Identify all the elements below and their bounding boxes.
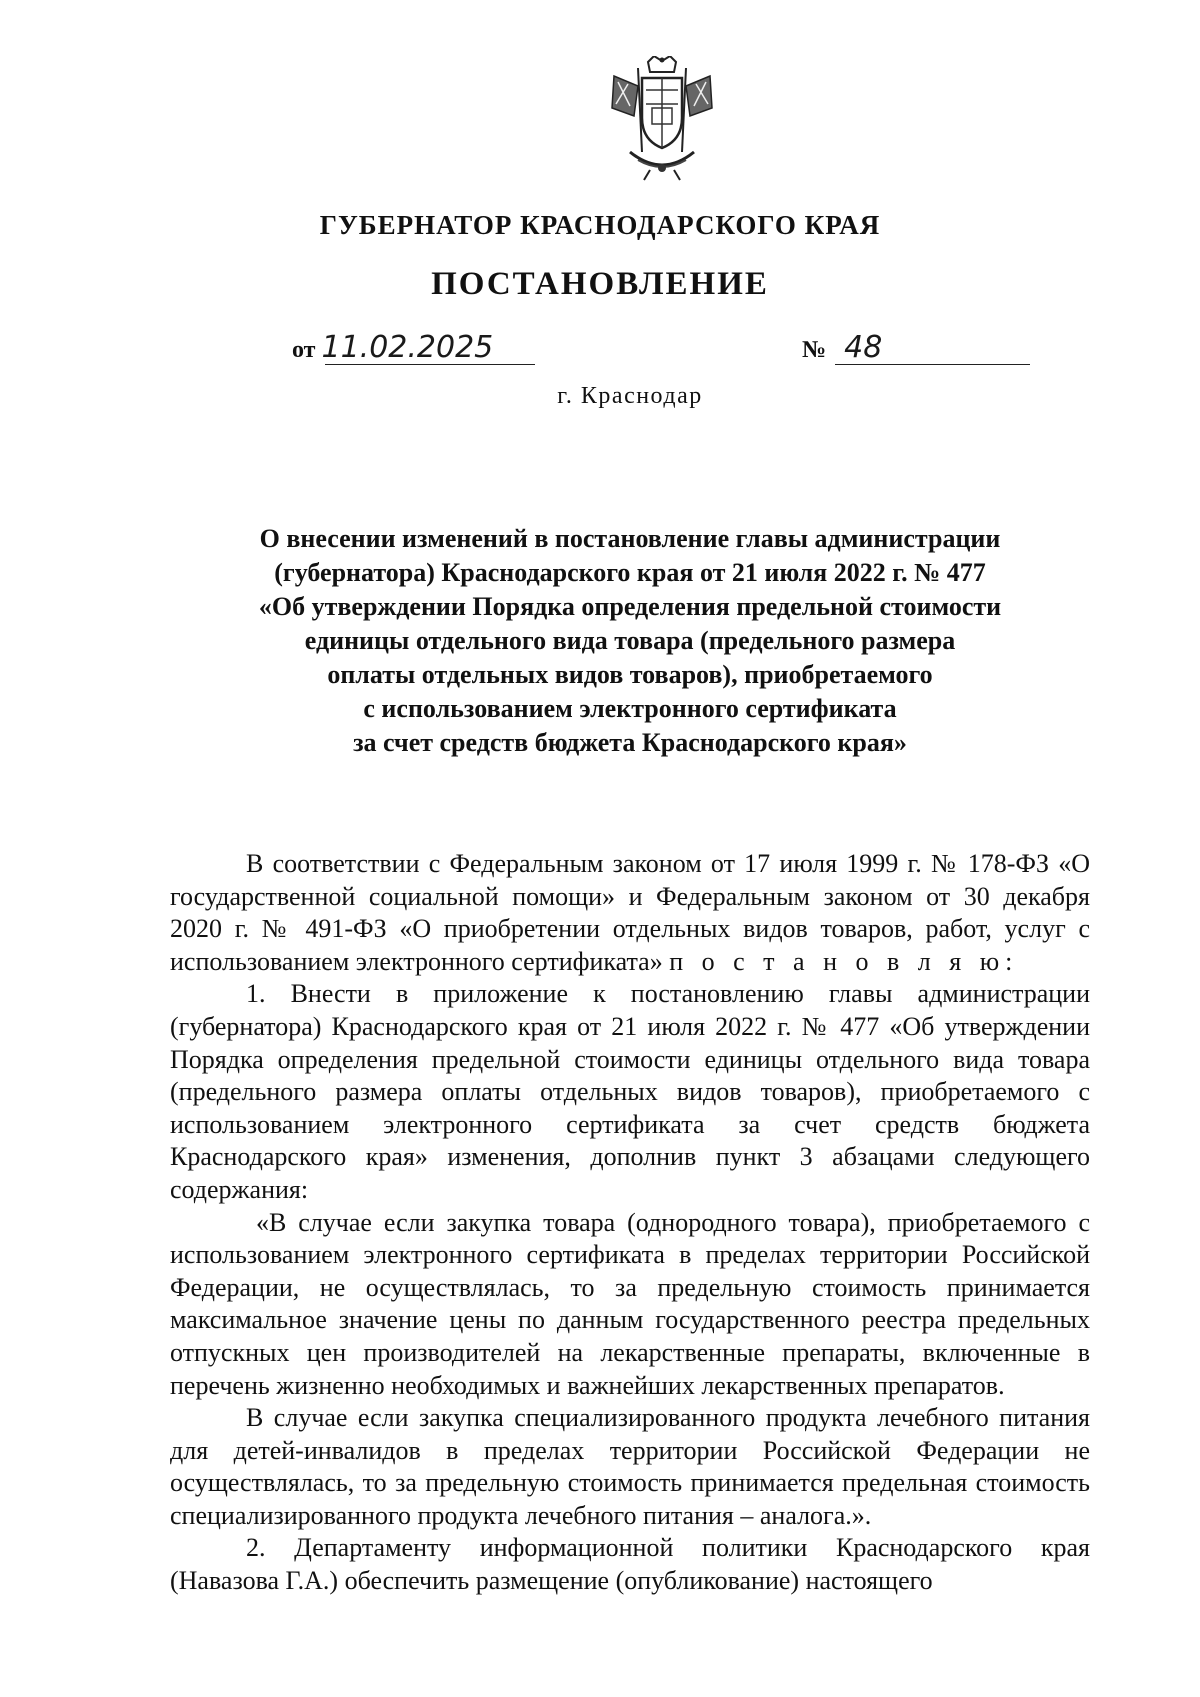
number-underline — [835, 364, 1030, 365]
document-body — [170, 848, 1090, 1598]
title-line: с использованием электронного сертификата — [363, 694, 897, 723]
title-line: за счет средств бюджета Краснодарского края» — [353, 728, 907, 757]
issuing-authority: ГУБЕРНАТОР КРАСНОДАРСКОГО КРАЯ — [319, 210, 881, 240]
preamble-text: В соответствии с Федеральным законом от 17 июля 1999 г. № 178-ФЗ «О государственной социальной помощи» и Федеральным законом от 30 декабря 2020 г. № 491-ФЗ «О приобретении отдельных видов товаров, работ, услуг с использованием электронного сертификата» — [170, 849, 1090, 976]
clause-2-paragraph: 2. Департаменту информационной политики Краснодарского края (Навазова Г.А.) обеспечить размещение (опубликование) настоящего — [170, 1533, 1090, 1596]
title-line: единицы отдельного вида товара (предельного размера — [304, 626, 956, 655]
title-line: (губернатора) Краснодарского края от 21 июля 2022 г. № 477 — [274, 558, 986, 587]
document-type: ПОСТАНОВЛЕНИЕ — [431, 266, 769, 302]
title-line: О внесении изменений в постановление главы администрации — [259, 524, 1001, 553]
amendment-paragraph-2: В случае если закупка специализированного продукта лечебного питания для детей-инвалидов в пределах территории Российской Федерации не осуществлялась, то за предельную стоимость принимается предельная стоимость специализированного продукта лечебного питания – аналога.». — [170, 1403, 1090, 1530]
date-field — [292, 330, 493, 365]
title-line: «Об утверждении Порядка определения предельной стоимости — [258, 592, 1002, 621]
number-value: 48 — [844, 330, 883, 365]
number-field — [802, 330, 882, 365]
date-underline — [325, 364, 535, 365]
amendment-paragraph-1: «В случае если закупка товара (однородного товара), приобретаемого с использованием электронного сертификата в пределах территории Российской Федерации, не осуществлялась, то за предельную стоимость принимается максимальное значение цены по данным государственного реестра предельных отпускных цен производителей на лекарственные препараты, включенные в перечень жизненно необходимых и важнейших лекарственных препаратов. — [170, 1207, 1090, 1400]
coat-of-arms-icon — [608, 56, 716, 182]
document-title — [170, 522, 1090, 760]
date-prefix: от — [292, 337, 316, 363]
decree-word: п о с т а н о в л я ю: — [669, 946, 1019, 976]
issue-city: г. Краснодар — [557, 383, 703, 409]
preamble-paragraph — [170, 848, 1090, 978]
title-line: оплаты отдельных видов товаров), приобретаемого — [327, 660, 933, 689]
number-prefix: № — [802, 337, 827, 363]
date-value: 11.02.2025 — [321, 330, 494, 365]
clause-1-paragraph: 1. Внести в приложение к постановлению главы администрации (губернатора) Краснодарского края от 21 июля 2022 г. № 477 «Об утверждении Порядка определения предельной стоимости единицы отдельного вида товара (предельного размера оплаты отдельных видов товаров), приобретаемого с использованием электронного сертификата за счет средств бюджета Краснодарского края» изменения, дополнив пункт 3 абзацами следующего содержания: — [170, 979, 1090, 1204]
